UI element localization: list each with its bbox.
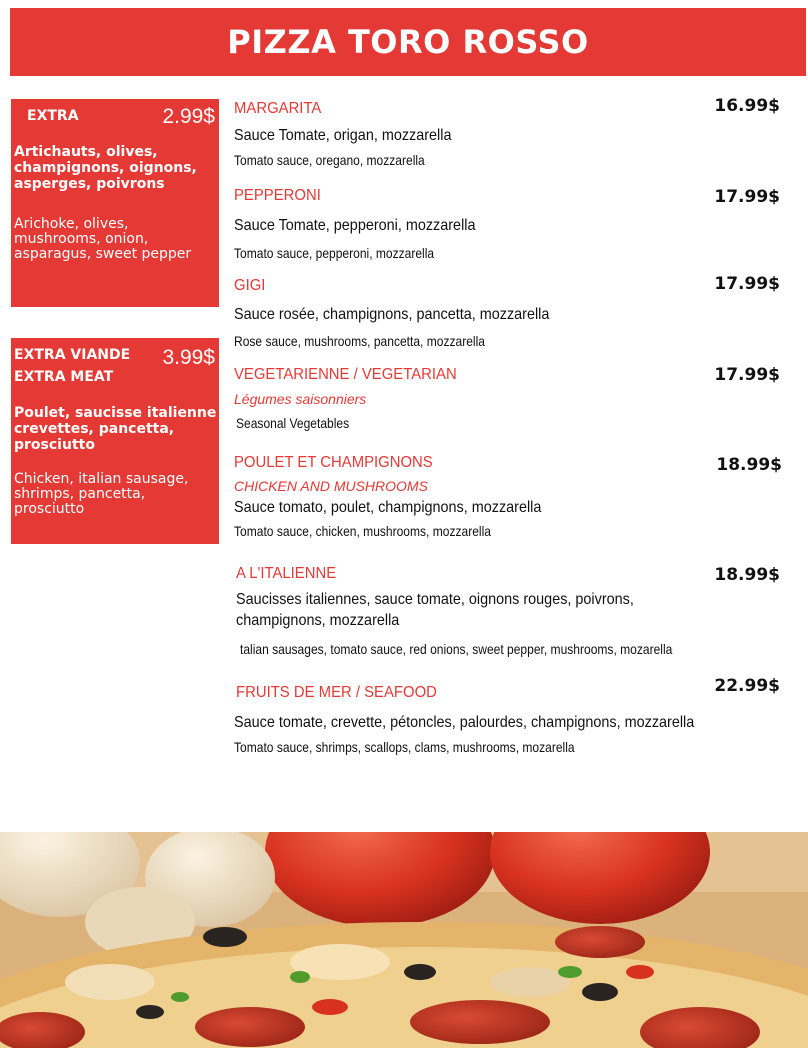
menu-item-description-fr: Sauce Tomate, origan, mozzarella	[234, 127, 452, 144]
extra-meat-price: 3.99$	[162, 346, 215, 369]
menu-item-description-en: Tomato sauce, chicken, mushrooms, mozzarella	[234, 523, 491, 539]
extra-title: EXTRA	[27, 108, 79, 124]
menu-item-description-en: Tomato sauce, pepperoni, mozzarella	[234, 245, 435, 261]
extra-box	[11, 99, 219, 307]
extra-meat-fr-line: crevettes, pancetta,	[14, 421, 175, 437]
menu-item-description-fr: Sauce tomato, poulet, champignons, mozzarella	[234, 499, 542, 516]
menu-item-name: PEPPERONI	[234, 187, 321, 204]
menu-item-description-fr: Sauce tomate, crevette, pétoncles, palourdes, champignons, mozzarella	[234, 714, 695, 731]
extra-meat-box	[11, 338, 219, 544]
menu-item-price: 17.99$	[714, 365, 780, 385]
menu-item-subtitle: Légumes saisonniers	[234, 391, 367, 407]
extra-meat-title: EXTRA MEAT	[14, 369, 114, 385]
menu-item-description-fr: Sauce Tomate, pepperoni, mozzarella	[234, 217, 476, 234]
extra-en-line: Arichoke, olives,	[14, 216, 129, 232]
menu-item-name: FRUITS DE MER / SEAFOOD	[236, 684, 437, 701]
extra-meat-title: EXTRA VIANDE	[14, 347, 131, 363]
menu-item-description-en: Tomato sauce, shrimps, scallops, clams, mushrooms, mozarella	[234, 739, 575, 755]
menu-item-name: MARGARITA	[234, 100, 322, 117]
extra-meat-fr-line: Poulet, saucisse italienne	[14, 405, 217, 421]
extra-fr-line: Artichauts, olives,	[14, 144, 158, 160]
extra-meat-en-line: shrimps, pancetta,	[14, 486, 146, 502]
extra-meat-fr-line: prosciutto	[14, 437, 95, 453]
menu-item-description-en: Seasonal Vegetables	[236, 415, 350, 431]
menu-item-price: 18.99$	[716, 455, 782, 475]
restaurant-title: PIZZA TORO ROSSO	[227, 23, 589, 61]
menu-item-price: 16.99$	[714, 96, 780, 116]
extra-fr-line: asperges, poivrons	[14, 176, 165, 192]
menu-item-name: VEGETARIENNE / VEGETARIAN	[234, 366, 457, 383]
pizza-photo-icon	[0, 832, 808, 1048]
menu-header	[10, 8, 806, 76]
menu-item-name: GIGI	[234, 277, 266, 294]
menu-item-price: 22.99$	[714, 676, 780, 696]
menu-item-price: 18.99$	[714, 565, 780, 585]
menu-item-description-fr: Sauce rosée, champignons, pancetta, mozzarella	[234, 306, 550, 323]
menu-item-description-en: Rose sauce, mushrooms, pancetta, mozzarella	[234, 333, 485, 349]
menu-item-price: 17.99$	[714, 274, 780, 294]
extra-meat-en-line: prosciutto	[14, 501, 85, 517]
menu-item-name: POULET ET CHAMPIGNONS	[234, 454, 433, 471]
extra-en-line: asparagus, sweet pepper	[14, 246, 192, 262]
menu-item-subtitle: CHICKEN AND MUSHROOMS	[234, 478, 428, 494]
extra-meat-en-line: Chicken, italian sausage,	[14, 471, 189, 487]
menu-item-description-en: Tomato sauce, oregano, mozzarella	[234, 152, 425, 168]
menu-item-description-fr: champignons, mozzarella	[236, 612, 400, 629]
menu-item-description-fr: Saucisses italiennes, sauce tomate, oignons rouges, poivrons,	[236, 591, 634, 608]
menu-item-price: 17.99$	[714, 187, 780, 207]
extra-price: 2.99$	[162, 105, 215, 128]
extra-fr-line: champignons, oignons,	[14, 160, 197, 176]
menu-item-name: A L'ITALIENNE	[236, 565, 337, 582]
extra-en-line: mushrooms, onion,	[14, 231, 149, 247]
menu-item-description-en: talian sausages, tomato sauce, red onions, sweet pepper, mushrooms, mozarella	[240, 641, 673, 657]
